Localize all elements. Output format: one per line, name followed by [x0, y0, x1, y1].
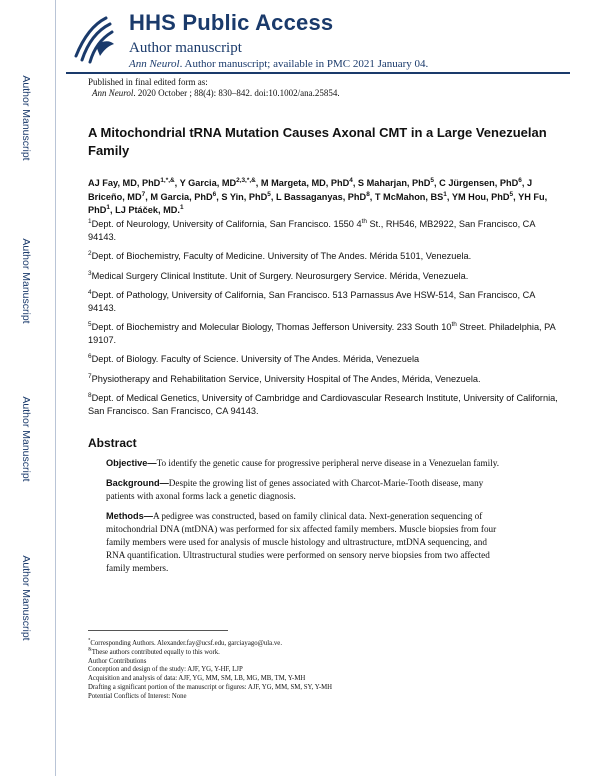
manuscript-label: Author manuscript — [129, 40, 242, 56]
hhs-eagle-logo-icon — [66, 10, 118, 66]
abstract-heading: Abstract — [88, 436, 137, 450]
abstract-section-text: Despite the growing list of genes associated with Charcot-Marie-Tooth disease, many patients with axonal forms lack a genetic diagnosis. — [106, 478, 484, 501]
affiliation-text: Medical Surgery Clinical Institute. Unit of Surgery. Neurosurgery Service. Mérida, Venezuela. — [91, 270, 469, 281]
author-sup: 1 — [179, 203, 184, 211]
ordinal-sup: th — [361, 217, 367, 225]
author — [150, 192, 216, 202]
author — [115, 205, 183, 215]
affiliation-text: Dept. of Medical Genetics, University of Cambridge and Cardiovascular Research Institute, University of California, San Francisco. San Francisco, CA 94143. — [88, 393, 558, 416]
affiliation-num: 4 — [88, 288, 92, 296]
published-label: Published in final edited form as: — [88, 77, 208, 87]
author-sup: 1 — [106, 203, 110, 211]
affiliation-num: 6 — [88, 352, 92, 360]
article-title: A Mitochondrial tRNA Mutation Causes Axonal CMT in a Large Venezuelan Family — [88, 125, 547, 158]
author-name: YH Fu, PhD — [88, 191, 548, 215]
affiliation-num: 8 — [88, 391, 92, 399]
affiliation-text: Dept. of Biochemistry and Molecular Biology, Thomas Jefferson University. 233 South 10 — [91, 322, 452, 332]
citation-journal: Ann Neurol — [129, 58, 180, 70]
author-name: T McMahon, BS — [374, 191, 444, 202]
affiliation-num: 3 — [88, 269, 92, 277]
affiliation-6 — [88, 353, 558, 366]
abstract-body — [106, 457, 506, 582]
affiliation-text: Dept. of Biochemistry, Faculty of Medicine. University of The Andes. Mérida 5101, Venezuela. — [91, 251, 472, 261]
author — [88, 178, 175, 188]
affiliation-text: Dept. of Neurology, University of California, San Francisco. 1550 4 — [91, 219, 362, 229]
author — [452, 192, 513, 202]
conflicts: Potential Conflicts of Interest: None — [88, 692, 187, 700]
author — [261, 178, 353, 188]
author-sup: 1,*,& — [160, 176, 175, 184]
author-name: J Briceño, MD — [88, 178, 533, 202]
affiliations — [88, 218, 558, 424]
abstract-section-head: Objective— — [106, 458, 157, 468]
affiliation-5 — [88, 321, 558, 346]
affiliation-7 — [88, 373, 558, 386]
author-name: Y Garcia, MD — [179, 178, 237, 188]
author-name: M Margeta, MD, PhD — [260, 178, 350, 188]
pub-details: . 2020 October ; 88(4): 830–842. doi:10.1002/ana.25854. — [133, 88, 340, 98]
author — [358, 178, 434, 188]
corresponding-mark: * — [88, 638, 91, 644]
contrib-heading: Author Contributions — [88, 657, 147, 665]
publication-info — [88, 77, 340, 99]
author-name: LJ Ptáček, MD. — [115, 205, 180, 215]
availability-citation — [129, 58, 428, 70]
author-sup: 2,3,*,& — [236, 176, 256, 184]
author-name: AJ Fay, MD, PhD — [88, 178, 161, 188]
affiliation-num: 2 — [88, 249, 92, 257]
affiliation-text-cont: Street. Philadelphia, PA 19107. — [88, 322, 556, 345]
corresponding-footnote — [88, 640, 558, 649]
author-sup: 6 — [212, 190, 217, 198]
affiliation-text: Dept. of Pathology, University of California, San Francisco. 513 Parnassus Ave HSW-514, San Francisco, CA 94143. — [88, 290, 535, 313]
sidebar-label-1: Author Manuscript — [20, 75, 32, 161]
affiliation-2 — [88, 250, 558, 263]
author-sup: 1 — [443, 190, 447, 198]
affiliation-num: 7 — [88, 372, 92, 380]
author — [375, 192, 447, 202]
abstract-section-text: To identify the genetic cause for progressive peripheral nerve disease in a Venezuelan family. — [156, 458, 500, 468]
abstract-section-head: Methods— — [106, 511, 153, 521]
affiliation-4 — [88, 289, 558, 314]
author — [221, 192, 271, 202]
sidebar-label-4: Author Manuscript — [20, 555, 32, 641]
author-sup: 5 — [430, 176, 435, 184]
author — [439, 178, 522, 188]
author-sup: 8 — [366, 190, 370, 198]
author-name: S Yin, PhD — [221, 191, 268, 202]
affiliation-3 — [88, 270, 558, 283]
affiliation-text: Physiotherapy and Rehabilitation Service, University Hospital of The Andes, Mérida, Venezuela. — [91, 373, 481, 384]
author-sup: 7 — [141, 190, 146, 198]
citation-rest: . Author manuscript; available in PMC 2021 January 04. — [179, 58, 429, 70]
equal-contrib-footnote — [88, 649, 558, 658]
contrib-line-3: Drafting a significant portion of the manuscript or figures: AJF, YG, MM, SM, SY, Y-MH — [88, 683, 333, 691]
contrib-line-1: Conception and design of the study: AJF, YG, Y-HF, LJP — [88, 666, 243, 674]
hhs-title: HHS Public Access — [129, 10, 334, 35]
author-sup: 6 — [518, 176, 522, 184]
ordinal-sup: th — [451, 320, 457, 328]
author-name: M Garcia, PhD — [150, 191, 213, 202]
author — [276, 192, 370, 202]
affiliation-num: 5 — [88, 320, 92, 328]
sidebar-divider — [55, 0, 56, 776]
pub-journal: Ann Neurol — [92, 88, 134, 98]
affiliation-1 — [88, 218, 558, 243]
contrib-line-2: Acquisition and analysis of data: AJF, YG, MM, SM, LB, MG, MB, TM, Y-MH — [88, 675, 306, 683]
abstract-paragraph — [106, 457, 506, 470]
author-list: AJ Fay, MD, PhD$^{1,*,\&}$, Y Garcia, $MD^{2,3,*,\&}$, M Margeta, MD, PhD$^4$, S Maharjan, PhD$^5$, C Jürgensen, PhD$^6$, J Briceño, $MD^7$, M Garcia, PhD$^6$, S Yin, PhD$^5$, L Bassaganyas, PhD$^8$, T McMahon, $BS^1$, YM Hou, PhD$^5$, YH Fu, PhD$^1$, LJ Ptáček, MD.$^1$ — [88, 176, 548, 215]
affiliation-text: Dept. of Biology. Faculty of Science. University of The Andes. Mérida, Venezuela — [91, 354, 420, 364]
author-sup: 5 — [267, 190, 271, 198]
affiliation-num: 1 — [88, 217, 92, 225]
author-name: C Jürgensen, PhD — [439, 178, 519, 188]
abstract-paragraph — [106, 510, 506, 575]
header-rule — [66, 72, 570, 74]
affiliation-text-cont: St., RH546, MB2922, San Francisco, CA 94143. — [88, 219, 535, 242]
author — [180, 178, 256, 188]
abstract-section-text: A pedigree was constructed, based on family clinical data. Next-generation sequencing of mitochondrial DNA (mtDNA) was performed for six affected family members. Muscle biopsies from four family members were used for analysis of muscle histology and ultrastructure, mtDNA sequencing, and RNA quantification. Ultrastructural studies were performed on sensory nerve biopsies from two affected family members. — [106, 511, 497, 573]
affiliation-8 — [88, 392, 558, 417]
corresponding-text: Corresponding Authors. Alexander.fay@ucsf.edu, garciayago@ula.ve. — [90, 640, 283, 647]
footnote-rule — [88, 630, 228, 631]
author-sup: 5 — [509, 190, 514, 198]
sidebar-label-2: Author Manuscript — [20, 238, 32, 324]
hhs-header — [66, 10, 586, 72]
author-name: S Maharjan, PhD — [357, 178, 431, 188]
sidebar-label-3: Author Manuscript — [20, 396, 32, 482]
author-name: YM Hou, PhD — [451, 191, 510, 202]
equal-mark: & — [88, 647, 92, 653]
abstract-section-head: Background— — [106, 478, 169, 488]
abstract-paragraph — [106, 477, 506, 503]
equal-text: These authors contributed equally to this work. — [91, 648, 220, 656]
author-sup: 4 — [349, 176, 353, 184]
footnotes — [88, 640, 558, 702]
left-sidebar — [0, 0, 56, 776]
author-name: L Bassaganyas, PhD — [275, 191, 367, 202]
